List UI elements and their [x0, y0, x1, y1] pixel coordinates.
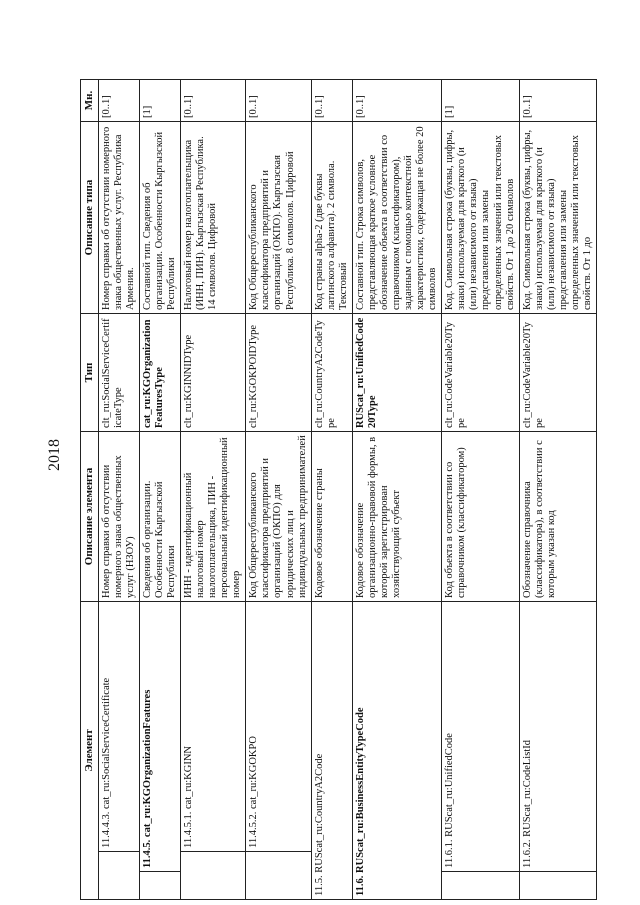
table-header-row: [81, 80, 99, 900]
type-cell: clt_ru:CodeVariable20Type: [519, 314, 596, 432]
multiplicity-cell: [0..1]: [98, 80, 139, 122]
multiplicity-cell: [0..1]: [352, 80, 441, 122]
element-cell: [98, 602, 139, 852]
type-description-cell: Номер справки об отсутствии номерного знака общественных услуг. Республика Армения.: [98, 122, 139, 314]
type-description-cell: Код. Символьная строка (буквы, цифры, знаки) используемая для краткого (и (или) независимого от языка) представления или замены определенных значений или текстовых свойств. От 1 до 20 символов: [442, 122, 519, 314]
type-description-cell: Код. Символьная строка (буквы, цифры, знаки) используемая для краткого (и (или) независимого от языка) представления или замены определенных значений или текстовых свойств. От 1 до: [519, 122, 596, 314]
row-number: 11.6.1.: [444, 839, 456, 868]
table-row: [246, 80, 311, 900]
type-cell: RUScat_ru:UnifiedCode20Type: [352, 314, 441, 432]
indent-cell: [139, 872, 180, 900]
specification-table: [80, 79, 597, 900]
description-cell: Обозначение справочника (классификатора), в соответствии с которым указан код: [519, 432, 596, 602]
type-description-cell: Код Общереспубликанского классификатора предприятий и организаций (ОКПО). Кыргызская Республика. 8 символов. Цифровой: [246, 122, 311, 314]
header-description: Описание элемента: [81, 432, 99, 602]
multiplicity-cell: [0..1]: [311, 80, 352, 122]
multiplicity-cell: [0..1]: [519, 80, 596, 122]
element-cell: [246, 602, 311, 852]
indent-cell: [519, 872, 596, 900]
description-cell: Кодовое обозначение организационно-правовой формы, в которой зарегистрирован хозяйствующий субъект: [352, 432, 441, 602]
element-cell: [311, 602, 352, 900]
row-number: 11.6.: [354, 875, 366, 896]
description-cell: Сведения об организации. Особенности Кыргызской Республики: [139, 432, 180, 602]
type-description-cell: Налоговый номер налогоплательщика (ИНН, ПИН). Кыргызская Республика. 14 символов. Цифровой: [181, 122, 246, 314]
type-cell: cat_ru:KGOrganizationFeaturesType: [139, 314, 180, 432]
header-type-description: Описание типа: [81, 122, 99, 314]
indent-cell: [98, 852, 139, 900]
element-name: RUScat_ru:BusinessEntityTypeCode: [354, 707, 366, 873]
description-cell: Номер справки об отсутствии номерного знака общественных услуг (НЗОУ): [98, 432, 139, 602]
type-cell: clt_ru:SocialServiceCertificateType: [98, 314, 139, 432]
element-cell: [181, 602, 246, 852]
type-description-cell: Составной тип. Сведения об организации. Особенности Кыргызской Республики: [139, 122, 180, 314]
indent-cell: [181, 852, 246, 900]
description-cell: Кодовое обозначение страны: [311, 432, 352, 602]
row-number: 11.4.4.3.: [100, 811, 112, 848]
table-row: [442, 80, 519, 900]
element-name: cat_ru:SocialServiceCertificate: [100, 677, 112, 809]
element-name: cat_ru:KGOrganizationFeatures: [141, 689, 153, 838]
header-element: Элемент: [81, 602, 99, 900]
row-number: 11.6.2.: [521, 839, 533, 868]
multiplicity-cell: [1]: [442, 80, 519, 122]
element-name: RUScat_ru:CodeListId: [521, 740, 533, 837]
multiplicity-cell: [1]: [139, 80, 180, 122]
element-name: RUScat_ru:CountryA2Code: [313, 753, 325, 873]
row-number: 11.5.: [313, 875, 325, 896]
element-cell: [519, 602, 596, 872]
multiplicity-cell: [0..1]: [181, 80, 246, 122]
description-cell: Код Общереспубликанского классификатора предприятий и организаций (ОКПО) для юридических лиц и индивидуальных предпринимателей: [246, 432, 311, 602]
header-type: Тип: [81, 314, 99, 432]
multiplicity-cell: [0..1]: [246, 80, 311, 122]
table-row: [352, 80, 441, 900]
type-cell: clt_ru:KGINNIDType: [181, 314, 246, 432]
row-number: 11.4.5.1.: [183, 811, 195, 848]
element-name: cat_ru:KGINN: [183, 746, 195, 809]
description-cell: ИНН - идентификационный налоговый номер налогоплательщика, ПИН - персональный идентификационный номер: [181, 432, 246, 602]
type-description-cell: Составной тип. Строка символов, представляющая краткое условное обозначение объекта в соответствии со справочником (классификатором), заданным с помощью контекстной характеристики, содержащая не более 20 символов: [352, 122, 441, 314]
type-cell: clt_ru:CountryA2CodeType: [311, 314, 352, 432]
row-number: 11.4.5.2.: [248, 811, 260, 848]
indent-cell: [442, 872, 519, 900]
table-row: [139, 80, 180, 900]
header-multiplicity: Мн.: [81, 80, 99, 122]
element-cell: [352, 602, 441, 900]
table-row: [181, 80, 246, 900]
page-number: 2018: [46, 439, 63, 471]
element-cell: [139, 602, 180, 872]
element-name: cat_ru:KGOKPO: [248, 736, 260, 809]
type-description-cell: Код страны alpha-2 (две буквы латинского алфавита). 2 символа. Текстовый: [311, 122, 352, 314]
element-name: RUScat_ru:UnifiedCode: [444, 733, 456, 837]
table-row: [519, 80, 596, 900]
table-row: [98, 80, 139, 900]
indent-cell: [246, 852, 311, 900]
description-cell: Код объекта в соответствии со справочником (классификатором): [442, 432, 519, 602]
row-number: 11.4.5.: [141, 839, 153, 868]
type-cell: clt_ru:KGOKPOIDType: [246, 314, 311, 432]
type-cell: clt_ru:CodeVariable20Type: [442, 314, 519, 432]
table-row: [311, 80, 352, 900]
element-cell: [442, 602, 519, 872]
